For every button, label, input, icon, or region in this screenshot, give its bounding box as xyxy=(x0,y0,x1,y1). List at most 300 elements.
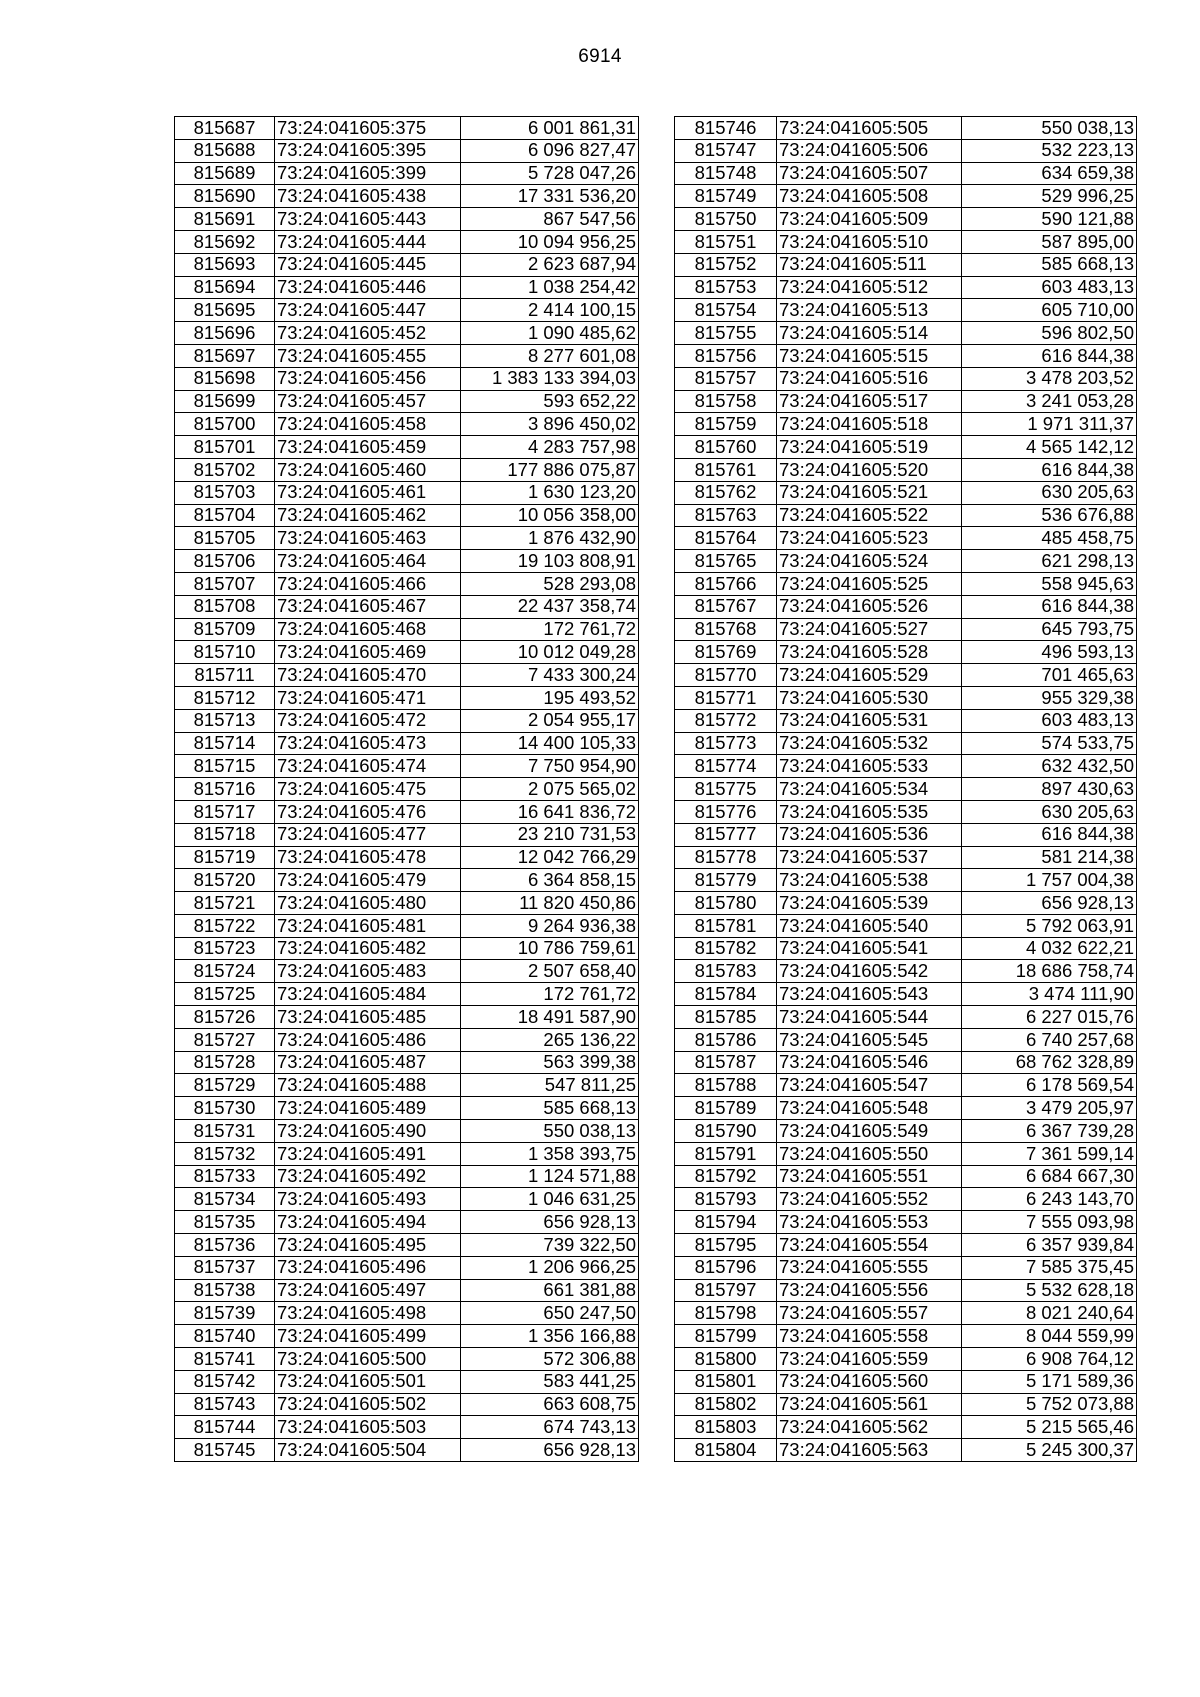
cadastral-value: 7 585 375,45 xyxy=(962,1256,1137,1279)
cadastral-value: 6 740 257,68 xyxy=(962,1028,1137,1051)
cadastral-value: 590 121,88 xyxy=(962,208,1137,231)
table-row xyxy=(175,778,639,801)
table-row xyxy=(175,527,639,550)
cadastral-number: 73:24:041605:482 xyxy=(275,937,461,960)
cadastral-value: 603 483,13 xyxy=(962,276,1137,299)
table-row xyxy=(675,937,1137,960)
cadastral-number: 73:24:041605:479 xyxy=(275,869,461,892)
table-row xyxy=(175,595,639,618)
row-number: 815738 xyxy=(175,1279,275,1302)
cadastral-number: 73:24:041605:528 xyxy=(777,641,962,664)
cadastral-value: 701 465,63 xyxy=(962,664,1137,687)
cadastral-value: 7 361 599,14 xyxy=(962,1142,1137,1165)
cadastral-value: 3 241 053,28 xyxy=(962,390,1137,413)
register-table-left xyxy=(174,116,639,1462)
cadastral-value: 1 630 123,20 xyxy=(461,481,639,504)
cadastral-number: 73:24:041605:457 xyxy=(275,390,461,413)
table-row xyxy=(675,1393,1137,1416)
table-row xyxy=(675,1348,1137,1371)
table-row xyxy=(675,117,1137,140)
table-row xyxy=(675,778,1137,801)
row-number: 815758 xyxy=(675,390,777,413)
cadastral-number: 73:24:041605:472 xyxy=(275,709,461,732)
row-number: 815749 xyxy=(675,185,777,208)
row-number: 815704 xyxy=(175,504,275,527)
table-row xyxy=(675,139,1137,162)
table-row xyxy=(675,914,1137,937)
cadastral-value: 6 367 739,28 xyxy=(962,1120,1137,1143)
cadastral-number: 73:24:041605:525 xyxy=(777,572,962,595)
table-row xyxy=(175,1416,639,1439)
table-row xyxy=(675,458,1137,481)
cadastral-value: 1 046 631,25 xyxy=(461,1188,639,1211)
row-number: 815712 xyxy=(175,686,275,709)
row-number: 815700 xyxy=(175,413,275,436)
cadastral-number: 73:24:041605:547 xyxy=(777,1074,962,1097)
cadastral-number: 73:24:041605:535 xyxy=(777,800,962,823)
cadastral-value: 1 971 311,37 xyxy=(962,413,1137,436)
row-number: 815771 xyxy=(675,686,777,709)
cadastral-number: 73:24:041605:489 xyxy=(275,1097,461,1120)
table-row xyxy=(675,299,1137,322)
table-row xyxy=(675,686,1137,709)
table-row xyxy=(675,800,1137,823)
table-row xyxy=(175,481,639,504)
cadastral-number: 73:24:041605:557 xyxy=(777,1302,962,1325)
table-row xyxy=(175,800,639,823)
row-number: 815741 xyxy=(175,1348,275,1371)
cadastral-value: 616 844,38 xyxy=(962,458,1137,481)
table-row xyxy=(675,1120,1137,1143)
cadastral-number: 73:24:041605:455 xyxy=(275,344,461,367)
cadastral-number: 73:24:041605:516 xyxy=(777,367,962,390)
cadastral-value: 5 245 300,37 xyxy=(962,1439,1137,1462)
table-row xyxy=(175,686,639,709)
row-number: 815776 xyxy=(675,800,777,823)
cadastral-number: 73:24:041605:461 xyxy=(275,481,461,504)
cadastral-number: 73:24:041605:487 xyxy=(275,1051,461,1074)
cadastral-number: 73:24:041605:469 xyxy=(275,641,461,664)
cadastral-number: 73:24:041605:529 xyxy=(777,664,962,687)
cadastral-value: 8 044 559,99 xyxy=(962,1325,1137,1348)
row-number: 815705 xyxy=(175,527,275,550)
table-row xyxy=(675,618,1137,641)
cadastral-value: 897 430,63 xyxy=(962,778,1137,801)
cadastral-value: 6 908 764,12 xyxy=(962,1348,1137,1371)
register-table-right-body xyxy=(675,117,1137,1462)
cadastral-value: 5 752 073,88 xyxy=(962,1393,1137,1416)
row-number: 815699 xyxy=(175,390,275,413)
table-row xyxy=(675,276,1137,299)
table-row xyxy=(175,1256,639,1279)
cadastral-value: 585 668,13 xyxy=(962,253,1137,276)
row-number: 815691 xyxy=(175,208,275,231)
row-number: 815702 xyxy=(175,458,275,481)
table-row xyxy=(675,892,1137,915)
cadastral-value: 22 437 358,74 xyxy=(461,595,639,618)
cadastral-number: 73:24:041605:513 xyxy=(777,299,962,322)
row-number: 815789 xyxy=(675,1097,777,1120)
cadastral-number: 73:24:041605:459 xyxy=(275,436,461,459)
row-number: 815756 xyxy=(675,344,777,367)
row-number: 815757 xyxy=(675,367,777,390)
table-row xyxy=(175,436,639,459)
table-row xyxy=(675,344,1137,367)
row-number: 815767 xyxy=(675,595,777,618)
cadastral-value: 587 895,00 xyxy=(962,230,1137,253)
cadastral-number: 73:24:041605:496 xyxy=(275,1256,461,1279)
table-row xyxy=(675,1028,1137,1051)
row-number: 815777 xyxy=(675,823,777,846)
cadastral-value: 7 555 093,98 xyxy=(962,1211,1137,1234)
table-row xyxy=(175,572,639,595)
cadastral-number: 73:24:041605:483 xyxy=(275,960,461,983)
table-row xyxy=(175,641,639,664)
table-row xyxy=(175,1302,639,1325)
table-row xyxy=(175,344,639,367)
cadastral-number: 73:24:041605:495 xyxy=(275,1234,461,1257)
cadastral-number: 73:24:041605:533 xyxy=(777,755,962,778)
cadastral-value: 2 623 687,94 xyxy=(461,253,639,276)
cadastral-value: 1 356 166,88 xyxy=(461,1325,639,1348)
cadastral-number: 73:24:041605:549 xyxy=(777,1120,962,1143)
cadastral-number: 73:24:041605:514 xyxy=(777,322,962,345)
row-number: 815782 xyxy=(675,937,777,960)
table-row xyxy=(175,1142,639,1165)
cadastral-number: 73:24:041605:562 xyxy=(777,1416,962,1439)
row-number: 815799 xyxy=(675,1325,777,1348)
cadastral-number: 73:24:041605:499 xyxy=(275,1325,461,1348)
cadastral-value: 583 441,25 xyxy=(461,1370,639,1393)
cadastral-number: 73:24:041605:551 xyxy=(777,1165,962,1188)
row-number: 815752 xyxy=(675,253,777,276)
row-number: 815768 xyxy=(675,618,777,641)
table-row xyxy=(175,1439,639,1462)
table-row xyxy=(175,892,639,915)
table-row xyxy=(675,1325,1137,1348)
table-row xyxy=(175,1006,639,1029)
row-number: 815726 xyxy=(175,1006,275,1029)
row-number: 815723 xyxy=(175,937,275,960)
table-row xyxy=(675,1051,1137,1074)
row-number: 815727 xyxy=(175,1028,275,1051)
cadastral-value: 18 686 758,74 xyxy=(962,960,1137,983)
table-row xyxy=(675,367,1137,390)
table-row xyxy=(175,1188,639,1211)
row-number: 815804 xyxy=(675,1439,777,1462)
row-number: 815747 xyxy=(675,139,777,162)
cadastral-number: 73:24:041605:464 xyxy=(275,550,461,573)
table-row xyxy=(175,390,639,413)
row-number: 815803 xyxy=(675,1416,777,1439)
cadastral-number: 73:24:041605:555 xyxy=(777,1256,962,1279)
cadastral-number: 73:24:041605:504 xyxy=(275,1439,461,1462)
table-row xyxy=(675,527,1137,550)
row-number: 815762 xyxy=(675,481,777,504)
cadastral-value: 6 001 861,31 xyxy=(461,117,639,140)
row-number: 815784 xyxy=(675,983,777,1006)
table-row xyxy=(675,185,1137,208)
row-number: 815708 xyxy=(175,595,275,618)
cadastral-value: 8 277 601,08 xyxy=(461,344,639,367)
table-row xyxy=(175,1234,639,1257)
cadastral-value: 16 641 836,72 xyxy=(461,800,639,823)
table-row xyxy=(675,253,1137,276)
table-row xyxy=(675,1370,1137,1393)
cadastral-value: 1 038 254,42 xyxy=(461,276,639,299)
cadastral-value: 7 750 954,90 xyxy=(461,755,639,778)
row-number: 815798 xyxy=(675,1302,777,1325)
row-number: 815795 xyxy=(675,1234,777,1257)
cadastral-value: 2 414 100,15 xyxy=(461,299,639,322)
row-number: 815698 xyxy=(175,367,275,390)
row-number: 815753 xyxy=(675,276,777,299)
cadastral-value: 621 298,13 xyxy=(962,550,1137,573)
cadastral-number: 73:24:041605:490 xyxy=(275,1120,461,1143)
cadastral-value: 18 491 587,90 xyxy=(461,1006,639,1029)
table-row xyxy=(175,550,639,573)
row-number: 815740 xyxy=(175,1325,275,1348)
cadastral-number: 73:24:041605:561 xyxy=(777,1393,962,1416)
table-row xyxy=(175,208,639,231)
row-number: 815770 xyxy=(675,664,777,687)
table-row xyxy=(675,413,1137,436)
table-row xyxy=(675,208,1137,231)
row-number: 815794 xyxy=(675,1211,777,1234)
register-table-right xyxy=(674,116,1137,1462)
cadastral-number: 73:24:041605:559 xyxy=(777,1348,962,1371)
row-number: 815743 xyxy=(175,1393,275,1416)
row-number: 815739 xyxy=(175,1302,275,1325)
row-number: 815688 xyxy=(175,139,275,162)
row-number: 815802 xyxy=(675,1393,777,1416)
table-row xyxy=(675,390,1137,413)
cadastral-value: 7 433 300,24 xyxy=(461,664,639,687)
table-row xyxy=(675,1302,1137,1325)
row-number: 815791 xyxy=(675,1142,777,1165)
row-number: 815772 xyxy=(675,709,777,732)
cadastral-number: 73:24:041605:502 xyxy=(275,1393,461,1416)
row-number: 815797 xyxy=(675,1279,777,1302)
cadastral-value: 5 728 047,26 xyxy=(461,162,639,185)
table-row xyxy=(675,162,1137,185)
row-number: 815729 xyxy=(175,1074,275,1097)
cadastral-value: 3 478 203,52 xyxy=(962,367,1137,390)
cadastral-value: 630 205,63 xyxy=(962,481,1137,504)
row-number: 815703 xyxy=(175,481,275,504)
table-row xyxy=(175,276,639,299)
cadastral-number: 73:24:041605:467 xyxy=(275,595,461,618)
cadastral-value: 1 383 133 394,03 xyxy=(461,367,639,390)
cadastral-number: 73:24:041605:521 xyxy=(777,481,962,504)
table-row xyxy=(675,846,1137,869)
cadastral-number: 73:24:041605:522 xyxy=(777,504,962,527)
cadastral-value: 5 215 565,46 xyxy=(962,1416,1137,1439)
row-number: 815783 xyxy=(675,960,777,983)
table-row xyxy=(675,960,1137,983)
table-row xyxy=(175,1051,639,1074)
row-number: 815725 xyxy=(175,983,275,1006)
cadastral-value: 739 322,50 xyxy=(461,1234,639,1257)
cadastral-number: 73:24:041605:524 xyxy=(777,550,962,573)
table-row xyxy=(675,1097,1137,1120)
row-number: 815765 xyxy=(675,550,777,573)
cadastral-number: 73:24:041605:445 xyxy=(275,253,461,276)
cadastral-value: 6 364 858,15 xyxy=(461,869,639,892)
table-row xyxy=(175,139,639,162)
cadastral-number: 73:24:041605:462 xyxy=(275,504,461,527)
table-row xyxy=(175,413,639,436)
cadastral-number: 73:24:041605:506 xyxy=(777,139,962,162)
row-number: 815801 xyxy=(675,1370,777,1393)
row-number: 815707 xyxy=(175,572,275,595)
cadastral-number: 73:24:041605:463 xyxy=(275,527,461,550)
table-row xyxy=(675,1256,1137,1279)
row-number: 815793 xyxy=(675,1188,777,1211)
cadastral-number: 73:24:041605:478 xyxy=(275,846,461,869)
row-number: 815714 xyxy=(175,732,275,755)
row-number: 815717 xyxy=(175,800,275,823)
cadastral-number: 73:24:041605:497 xyxy=(275,1279,461,1302)
table-row xyxy=(675,1074,1137,1097)
cadastral-value: 6 096 827,47 xyxy=(461,139,639,162)
table-row xyxy=(675,983,1137,1006)
table-row xyxy=(675,436,1137,459)
cadastral-number: 73:24:041605:526 xyxy=(777,595,962,618)
cadastral-number: 73:24:041605:501 xyxy=(275,1370,461,1393)
table-row xyxy=(175,823,639,846)
cadastral-value: 656 928,13 xyxy=(461,1211,639,1234)
cadastral-value: 1 757 004,38 xyxy=(962,869,1137,892)
row-number: 815733 xyxy=(175,1165,275,1188)
page-number: 6914 xyxy=(578,46,622,67)
row-number: 815689 xyxy=(175,162,275,185)
row-number: 815774 xyxy=(675,755,777,778)
cadastral-number: 73:24:041605:511 xyxy=(777,253,962,276)
table-row xyxy=(175,1325,639,1348)
table-row xyxy=(675,1416,1137,1439)
cadastral-value: 6 357 939,84 xyxy=(962,1234,1137,1257)
row-number: 815731 xyxy=(175,1120,275,1143)
row-number: 815694 xyxy=(175,276,275,299)
cadastral-value: 5 532 628,18 xyxy=(962,1279,1137,1302)
cadastral-value: 11 820 450,86 xyxy=(461,892,639,915)
cadastral-number: 73:24:041605:375 xyxy=(275,117,461,140)
cadastral-number: 73:24:041605:438 xyxy=(275,185,461,208)
table-row xyxy=(675,823,1137,846)
cadastral-value: 10 094 956,25 xyxy=(461,230,639,253)
row-number: 815735 xyxy=(175,1211,275,1234)
table-row xyxy=(675,1142,1137,1165)
cadastral-value: 634 659,38 xyxy=(962,162,1137,185)
row-number: 815788 xyxy=(675,1074,777,1097)
cadastral-number: 73:24:041605:503 xyxy=(275,1416,461,1439)
cadastral-value: 558 945,63 xyxy=(962,572,1137,595)
cadastral-number: 73:24:041605:523 xyxy=(777,527,962,550)
cadastral-number: 73:24:041605:471 xyxy=(275,686,461,709)
cadastral-value: 674 743,13 xyxy=(461,1416,639,1439)
row-number: 815732 xyxy=(175,1142,275,1165)
row-number: 815761 xyxy=(675,458,777,481)
table-row xyxy=(675,641,1137,664)
cadastral-value: 663 608,75 xyxy=(461,1393,639,1416)
table-row xyxy=(175,367,639,390)
cadastral-number: 73:24:041605:507 xyxy=(777,162,962,185)
row-number: 815763 xyxy=(675,504,777,527)
cadastral-number: 73:24:041605:468 xyxy=(275,618,461,641)
cadastral-value: 10 012 049,28 xyxy=(461,641,639,664)
table-row xyxy=(675,709,1137,732)
row-number: 815792 xyxy=(675,1165,777,1188)
table-row xyxy=(175,1393,639,1416)
cadastral-number: 73:24:041605:447 xyxy=(275,299,461,322)
cadastral-number: 73:24:041605:505 xyxy=(777,117,962,140)
cadastral-value: 2 507 658,40 xyxy=(461,960,639,983)
row-number: 815711 xyxy=(175,664,275,687)
cadastral-number: 73:24:041605:519 xyxy=(777,436,962,459)
table-row xyxy=(175,1348,639,1371)
table-row xyxy=(175,755,639,778)
table-row xyxy=(675,595,1137,618)
table-row xyxy=(175,322,639,345)
cadastral-value: 496 593,13 xyxy=(962,641,1137,664)
cadastral-value: 656 928,13 xyxy=(461,1439,639,1462)
table-row xyxy=(175,117,639,140)
row-number: 815697 xyxy=(175,344,275,367)
row-number: 815773 xyxy=(675,732,777,755)
cadastral-value: 9 264 936,38 xyxy=(461,914,639,937)
row-number: 815728 xyxy=(175,1051,275,1074)
cadastral-value: 19 103 808,91 xyxy=(461,550,639,573)
cadastral-number: 73:24:041605:530 xyxy=(777,686,962,709)
row-number: 815781 xyxy=(675,914,777,937)
table-row xyxy=(675,230,1137,253)
row-number: 815800 xyxy=(675,1348,777,1371)
row-number: 815779 xyxy=(675,869,777,892)
cadastral-value: 528 293,08 xyxy=(461,572,639,595)
row-number: 815748 xyxy=(675,162,777,185)
cadastral-value: 632 432,50 xyxy=(962,755,1137,778)
cadastral-value: 603 483,13 xyxy=(962,709,1137,732)
cadastral-number: 73:24:041605:520 xyxy=(777,458,962,481)
row-number: 815755 xyxy=(675,322,777,345)
table-row xyxy=(675,481,1137,504)
cadastral-number: 73:24:041605:546 xyxy=(777,1051,962,1074)
cadastral-value: 2 054 955,17 xyxy=(461,709,639,732)
cadastral-value: 1 358 393,75 xyxy=(461,1142,639,1165)
cadastral-value: 616 844,38 xyxy=(962,823,1137,846)
cadastral-number: 73:24:041605:552 xyxy=(777,1188,962,1211)
cadastral-number: 73:24:041605:509 xyxy=(777,208,962,231)
cadastral-number: 73:24:041605:399 xyxy=(275,162,461,185)
cadastral-number: 73:24:041605:480 xyxy=(275,892,461,915)
table-row xyxy=(675,1006,1137,1029)
cadastral-number: 73:24:041605:452 xyxy=(275,322,461,345)
cadastral-number: 73:24:041605:456 xyxy=(275,367,461,390)
cadastral-value: 581 214,38 xyxy=(962,846,1137,869)
table-row xyxy=(175,1097,639,1120)
cadastral-number: 73:24:041605:558 xyxy=(777,1325,962,1348)
row-number: 815746 xyxy=(675,117,777,140)
cadastral-number: 73:24:041605:538 xyxy=(777,869,962,892)
table-row xyxy=(675,1279,1137,1302)
table-row xyxy=(675,504,1137,527)
cadastral-number: 73:24:041605:560 xyxy=(777,1370,962,1393)
row-number: 815778 xyxy=(675,846,777,869)
row-number: 815744 xyxy=(175,1416,275,1439)
cadastral-value: 8 021 240,64 xyxy=(962,1302,1137,1325)
row-number: 815769 xyxy=(675,641,777,664)
